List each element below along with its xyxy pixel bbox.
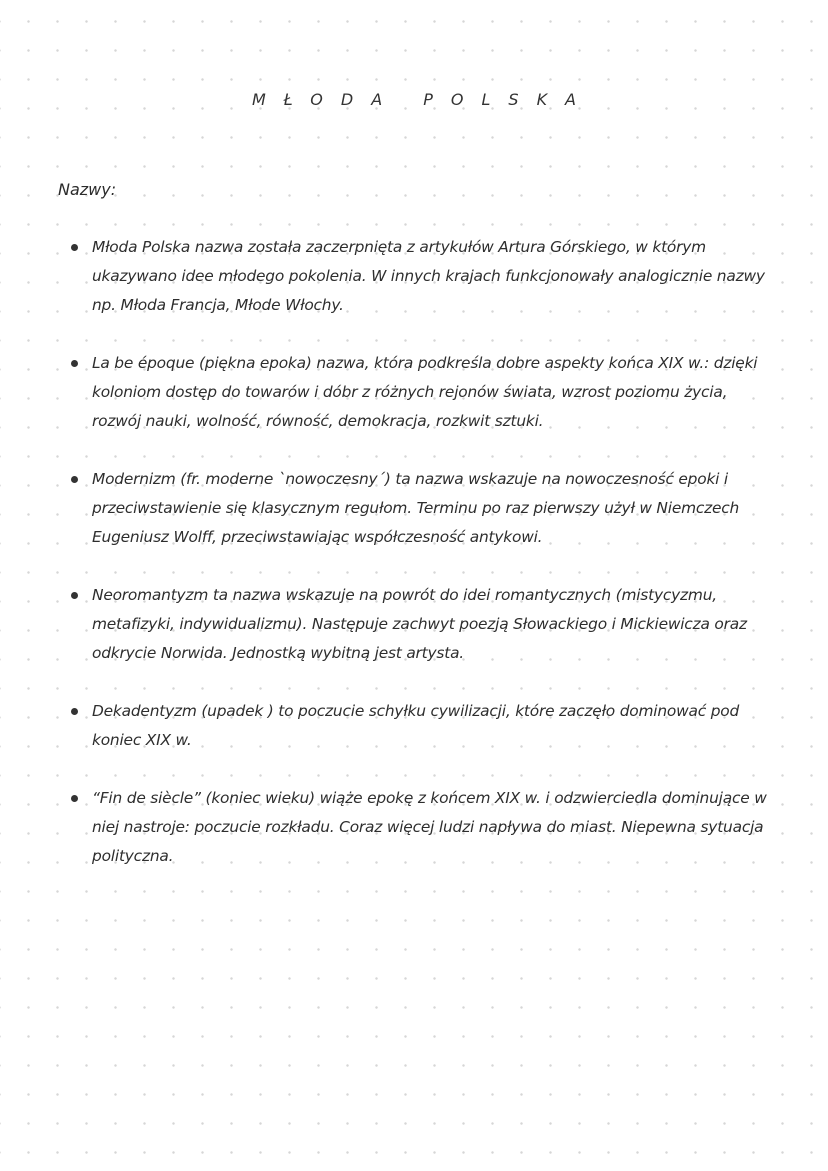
page-title: MŁODA POLSKA [252, 90, 594, 109]
bullet-icon [71, 708, 78, 715]
list-item-text: “Fin de siècle” (koniec wieku) wiąże epokę z końcem XIX w. i odzwierciedla dominujące w niej nastroje: poczucie rozkładu. Coraz więcej ludzi napływa do miast. Niepewna sytuacja polityczna. [92, 789, 767, 865]
bullet-icon [71, 592, 78, 599]
bullet-icon [71, 244, 78, 251]
bullet-icon [71, 795, 78, 802]
list-item [70, 697, 770, 755]
list-item-text: Młoda Polska nazwa została zaczerpnięta z artykułów Artura Górskiego, w którym ukazywano idee młodego pokolenia. W innych krajach funkcjonowały analogicznie nazwy np. Młoda Francja, Młode Włochy. [92, 238, 765, 314]
list-item-text: Neoromantyzm ta nazwa wskazuje na powrót do idei romantycznych (mistycyzmu, metafizyki, indywidualizmu). Następuje zachwyt poezją Słowackiego i Mickiewicza oraz odkrycie Norwida. Jednostką wybitną jest artysta. [92, 586, 747, 662]
list-item [70, 581, 770, 668]
list-item-text: Modernizm (fr. moderne `nowoczesny´) ta nazwa wskazuje na nowoczesność epoki i przeciwstawienie się klasycznym regułom. Terminu po raz pierwszy użył w Niemczech Eugeniusz Wolff, przeciwstawiając współczesność antykowi. [92, 470, 740, 546]
bullet-icon [71, 476, 78, 483]
list-item [70, 465, 770, 552]
list-item-text: La be époque (piękna epoka) nazwa, która podkreśla dobre aspekty końca XIX w.: dzięki koloniom dostęp do towarów i dóbr z różnych rejonów świata, wzrost poziomu życia, rozwój nauki, wolność, równość, demokracja, rozkwit sztuki. [92, 354, 758, 430]
list-item-text: Dekadentyzm (upadek ) to poczucie schyłku cywilizacji, które zaczęło dominować pod koniec XIX w. [92, 702, 740, 749]
list-item [70, 233, 770, 320]
bullet-icon [71, 360, 78, 367]
bullet-list [70, 233, 770, 900]
list-item [70, 784, 770, 871]
list-item [70, 349, 770, 436]
section-heading: Nazwy: [58, 180, 117, 199]
